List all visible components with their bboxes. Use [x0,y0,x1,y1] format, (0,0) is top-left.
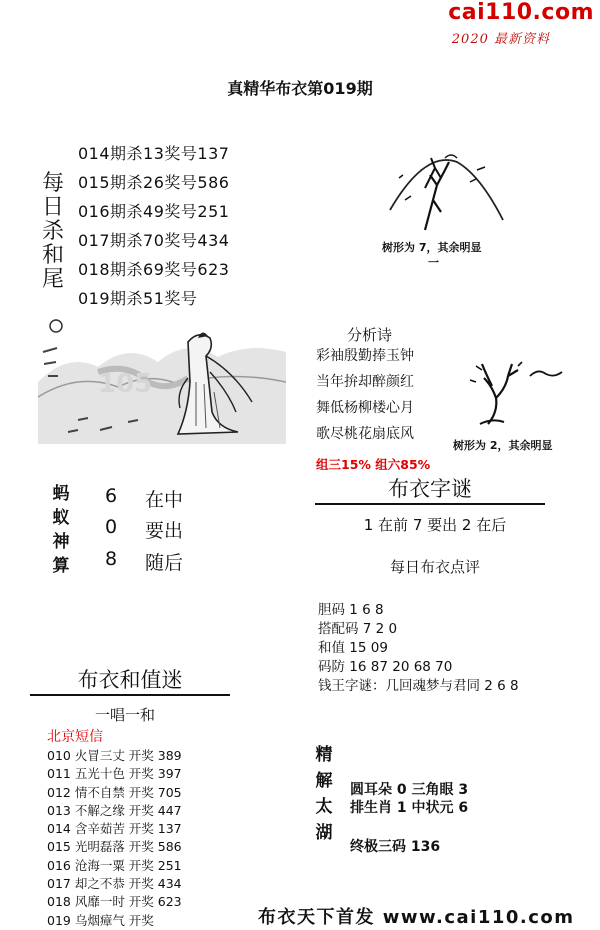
list-item: 010 火冒三丈 开奖 389 [47,748,182,763]
ant-god-vertical-label [50,482,72,578]
tree-top-caption: 树形为 7，其余明显 [382,241,482,254]
list-item: 018 风靡一时 开奖 623 [47,894,182,910]
vertical-char: 解 [315,771,333,791]
jingjie-final-three: 终极三码 136 [350,839,441,855]
ant-word: 随后 [145,552,184,574]
ant-god-row [105,516,183,543]
jingjie-line: 圆耳朵 0 三角眼 3 [350,782,469,798]
site-brand: cai110.com [448,0,594,25]
vertical-char: 尾 [41,267,64,292]
daily-kill-vertical-label [40,172,66,292]
jingjie-vertical-label [313,742,335,846]
poem-line: 彩袖殷勤捧玉钟 [316,348,414,364]
buyi-riddle-heading: 布衣字谜 [315,473,545,505]
list-item: 019期杀51奖号 [78,289,198,308]
vertical-char: 湖 [315,823,333,843]
daily-kill-list [78,139,229,313]
sum-riddle-heading: 布衣和值迷 [30,664,230,696]
buyi-riddle-line: 1 在前 7 要出 2 在后 [363,516,507,534]
poem-line: 歌尽桃花扇底风 [316,426,414,442]
vertical-char: 杀 [41,219,64,244]
list-item: 017 却之不恭 开奖 434 [47,876,182,892]
vertical-char: 蚁 [52,508,70,528]
brand-subtitle: 2020 最新资料 [451,32,550,47]
daily-review-heading: 每日布衣点评 [389,558,480,576]
poem-line: 当年拚却醉颜红 [316,374,414,390]
list-item: 018期杀69奖号623 [78,260,230,279]
list-item: 015期杀26奖号586 [78,173,230,192]
sum-riddle-subtitle: 一唱一和 [95,706,156,724]
list-item: 016期杀49奖号251 [78,202,230,221]
list-item: 014期杀13奖号137 [78,144,230,163]
info-line: 搭配码 7 2 0 [318,621,398,637]
svg-text:105: 105 [98,369,153,399]
beijing-label: 北京短信 [47,729,103,745]
list-item: 016 沧海一粟 开奖 251 [47,857,182,873]
list-item: 015 光明磊落 开奖 586 [47,839,182,855]
list-item: 013 不解之缘 开奖 447 [47,802,182,818]
tree-sketch-right-illustration [462,352,572,430]
footer-text: 布衣天下首发 www.cai110.com [258,907,575,928]
ant-god-row [105,485,183,512]
number-info-list [318,601,519,696]
ant-digit: 8 [105,548,118,570]
vertical-char: 算 [52,556,70,576]
list-item: 017期杀70奖号434 [78,231,230,250]
vertical-char: 精 [315,745,333,765]
page-title: 真精华布衣第019期 [227,79,373,98]
list-item: 019 乌烟瘴气 开奖 [47,912,154,928]
tree-right-caption: 树形为 2，其余明显 [453,439,553,452]
info-line: 钱王字谜：几回魂梦与君同 2 6 8 [318,678,519,694]
info-line: 和值 15 09 [318,640,388,656]
group-percentages: 组三15% 组六85% [316,457,431,472]
poem-line: 舞低杨柳楼心月 [316,400,414,416]
ant-word: 在中 [145,489,184,511]
vertical-char: 日 [41,195,64,220]
ant-digit: 6 [105,485,118,507]
tree-top-caption-mark: 一 [428,256,439,269]
info-line: 胆码 1 6 8 [318,602,384,618]
vertical-char: 每 [41,171,64,196]
tree-sketch-top-illustration [385,140,505,235]
draw-history-list [47,747,182,930]
list-item: 011 五光十色 开奖 397 [47,766,182,782]
vertical-char: 蚂 [52,484,70,504]
ant-god-row [105,548,183,575]
analysis-poem [316,343,414,447]
ant-digit: 0 [105,516,118,538]
vertical-char: 和 [41,243,64,268]
info-line: 码防 16 87 20 68 70 [318,659,453,675]
list-item: 012 情不自禁 开奖 705 [47,784,182,800]
jingjie-line: 排生肖 1 中状元 6 [350,800,469,816]
ant-word: 要出 [145,520,184,542]
vertical-char: 太 [315,797,333,817]
analysis-poem-title: 分析诗 [347,326,393,344]
ink-painting-illustration [38,312,286,444]
list-item: 014 含辛茹苦 开奖 137 [47,821,182,837]
vertical-char: 神 [52,532,70,552]
